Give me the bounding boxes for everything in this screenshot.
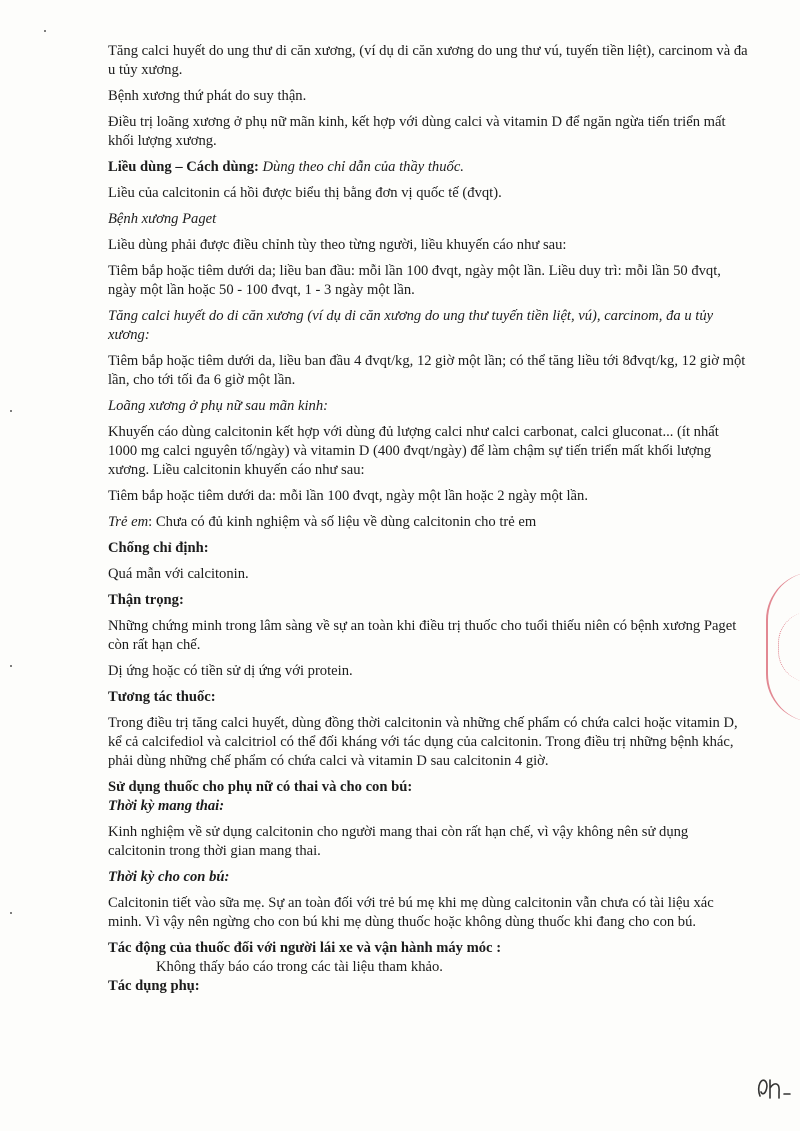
handwritten-initials-icon [752, 1068, 792, 1108]
children-label: Trẻ em [108, 514, 149, 530]
dosage-note: Dùng theo chỉ dẫn của thầy thuốc. [262, 159, 464, 175]
caution-text-2: Dị ứng hoặc có tiền sử dị ứng với protein. [108, 663, 353, 679]
hypercalcemia-text: Tiêm bắp hoặc tiêm dưới da, liều ban đầu 4 đvqt/kg, 12 giờ một lần; có thể tăng liều tới 8đvqt/kg, 12 giờ một lần, cho tới tối đa 6 giờ một lần. [108, 353, 746, 388]
document-page [108, 42, 748, 1003]
contraindication-heading: Chống chỉ định: [108, 540, 209, 556]
children-text: : Chưa có đủ kinh nghiệm và số liệu về dùng calcitonin cho trẻ em [148, 514, 537, 530]
pregnancy-subheading: Thời kỳ mang thai: [108, 798, 225, 814]
scan-speck [44, 30, 46, 32]
interaction-heading: Tương tác thuốc: [108, 689, 216, 705]
children-paragraph [108, 513, 748, 532]
caution-text-1: Những chứng minh trong lâm sàng về sự an toàn khi điều trị thuốc cho tuổi thiếu niên có bệnh xương Paget còn rất hạn chế. [108, 618, 737, 653]
paragraph-indications-osteoporosis: Điều trị loãng xương ở phụ nữ mãn kinh, kết hợp với dùng calci và vitamin D để ngăn ngừa tiến triển mất khối lượng xương. [108, 114, 726, 149]
scan-speck [10, 410, 12, 412]
paragraph-indications-hypercalcemia: Tăng calci huyết do ung thư di căn xương, (ví dụ di căn xương do ung thư vú, tuyến tiền liệt), carcinom và đa u tủy xương. [108, 43, 748, 78]
osteoporosis-text-2: Tiêm bắp hoặc tiêm dưới da: mỗi lần 100 đvqt, ngày một lần hoặc 2 ngày một lần. [108, 488, 588, 504]
lactation-text: Calcitonin tiết vào sữa mẹ. Sự an toàn đối với trẻ bú mẹ khi mẹ dùng calcitonin vẫn chưa có tài liệu xác minh. Vì vậy nên ngừng cho con bú khi mẹ dùng thuốc hoặc không dùng thuốc khi đang cho con bú. [108, 895, 714, 930]
paget-heading: Bệnh xương Paget [108, 211, 217, 227]
scan-speck [10, 665, 12, 667]
pregnancy-heading: Sử dụng thuốc cho phụ nữ có thai và cho con bú: [108, 779, 413, 795]
caution-heading: Thận trọng: [108, 592, 184, 608]
paragraph-indications-renal: Bệnh xương thứ phát do suy thận. [108, 88, 307, 104]
dosage-heading: Liều dùng – Cách dùng: [108, 159, 259, 175]
interaction-text: Trong điều trị tăng calci huyết, dùng đồng thời calcitonin và những chế phẩm có chứa calci hoặc vitamin D, kể cả calcifediol và calcitriol có thể đối kháng với tác dụng của calcitonin. Trong điều trị những bệnh khác, phải dùng những chế phẩm có chứa calci và vitamin D sau calcitonin 4 giờ. [108, 715, 738, 769]
osteoporosis-text-1: Khuyến cáo dùng calcitonin kết hợp với dùng đủ lượng calci như calci carbonat, calci gluconat... (ít nhất 1000 mg calci nguyên tố/ngày) và vitamin D (400 đvqt/ngày) để làm chậm sự tiến triển mất khối lượng xương. Liều calcitonin khuyến cáo như sau: [108, 424, 719, 478]
scan-speck [10, 912, 12, 914]
dosage-unit-text: Liều của calcitonin cá hồi được biểu thị bằng đơn vị quốc tế (đvqt). [108, 185, 502, 201]
driving-text: Không thấy báo cáo trong các tài liệu tham khảo. [156, 959, 443, 975]
paget-text-2: Tiêm bắp hoặc tiêm dưới da; liều ban đầu: mỗi lần 100 đvqt, ngày một lần. Liều duy trì: mỗi lần 50 đvqt, ngày một lần hoặc 50 - 100 đvqt, 1 - 3 ngày một lần. [108, 263, 721, 298]
lactation-subheading: Thời kỳ cho con bú: [108, 869, 230, 885]
hypercalcemia-heading: Tăng calci huyết do di căn xương (ví dụ di căn xương do ung thư tuyến tiền liệt, vú), carcinom, đa u tủy xương: [108, 308, 714, 343]
pregnancy-text: Kinh nghiệm về sử dụng calcitonin cho người mang thai còn rất hạn chế, vì vậy không nên sử dụng calcitonin trong thời gian mang thai. [108, 824, 689, 859]
red-stamp-mark [766, 572, 800, 722]
dosage-section [108, 158, 748, 177]
contraindication-text: Quá mẫn với calcitonin. [108, 566, 249, 582]
side-effects-heading: Tác dụng phụ: [108, 978, 200, 994]
osteoporosis-heading: Loãng xương ở phụ nữ sau mãn kinh: [108, 398, 328, 414]
driving-heading: Tác động của thuốc đối với người lái xe và vận hành máy móc : [108, 940, 502, 956]
paget-text-1: Liều dùng phải được điều chỉnh tùy theo từng người, liều khuyến cáo như sau: [108, 237, 567, 253]
